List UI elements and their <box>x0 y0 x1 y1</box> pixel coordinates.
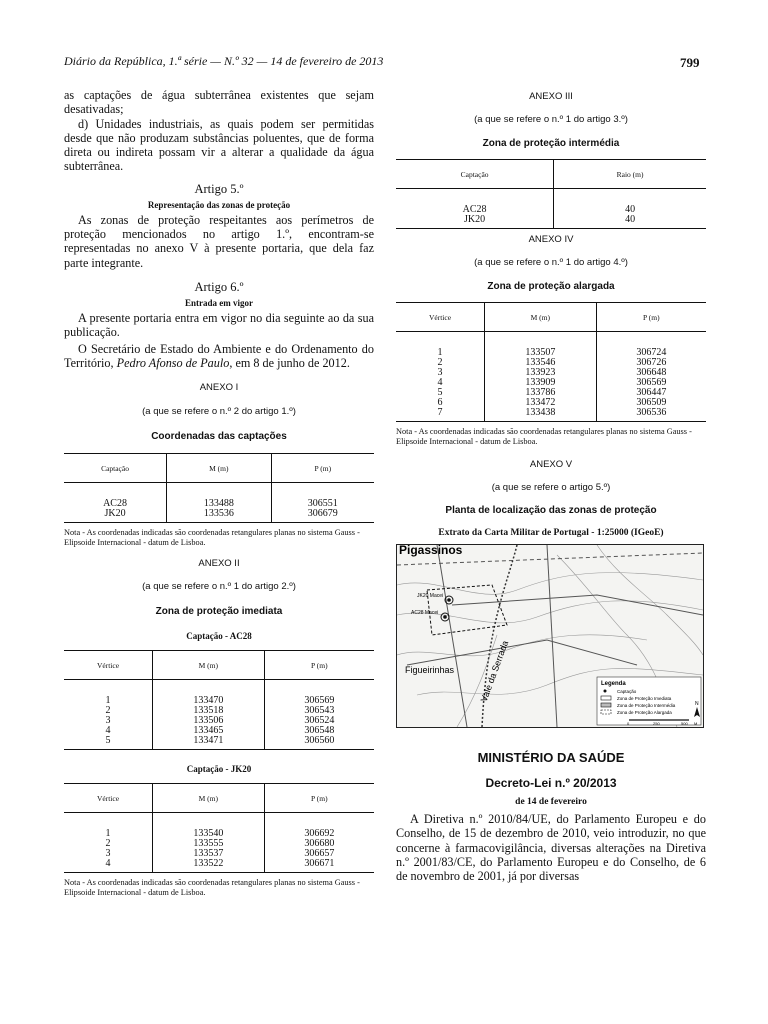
scale-label: 500 <box>681 721 688 726</box>
table-cell: 306569 <box>596 378 706 388</box>
legend-item: Zona de Proteção Imediata <box>617 696 672 701</box>
table-cell: 1 <box>105 695 111 707</box>
legend-item: Zona de Proteção Intermédia <box>617 703 676 708</box>
table-header: P (m) <box>264 784 374 813</box>
label-jk20: JK20 Macei <box>417 593 444 599</box>
table-header: M (m) <box>167 454 272 483</box>
ministry-heading: MINISTÉRIO DA SAÚDE <box>477 750 625 765</box>
table-row <box>396 332 706 359</box>
table-row <box>64 813 374 840</box>
annex-4-reference: (a que se refere o n.º 1 do artigo 4.º) <box>474 257 628 268</box>
decree-text: A Diretiva n.º 2010/84/UE, do Parlamento Europeu e do Conselho, de 15 de dezembro de 2010, veio introduzir, no que concerne à farmacovigilância, diversas alterações na Diretiva n.º 2001/83/CE, do Parlamento Europeu e do Conselho, de 6 de novembro de 2001, já por diversas <box>396 812 706 884</box>
annex-1-table <box>64 453 374 523</box>
table-header: Vértice <box>396 303 485 332</box>
table-cell: 306726 <box>596 358 706 368</box>
table-caption-jk20: Captação - JK20 <box>186 764 252 775</box>
annex-4-title: Zona de proteção alargada <box>487 281 615 292</box>
table-cell: 133536 <box>167 509 272 523</box>
label-ac28: AC28 Macei <box>411 610 439 616</box>
table-row <box>396 189 706 216</box>
table-cell: 306680 <box>264 839 374 849</box>
table-row <box>396 408 706 422</box>
table-cell: 5 <box>437 387 443 398</box>
table-cell: 3 <box>105 715 111 727</box>
coordinate-note: Nota - As coordenadas indicadas são coordenadas retangulares planas no sistema Gauss - Elipsoide Internacional - datum de Lisboa. <box>64 878 360 898</box>
table-header: M (m) <box>153 651 265 680</box>
decree-title: Decreto-Lei n.º 20/2013 <box>485 776 617 790</box>
table-caption-ac28: Captação - AC28 <box>186 631 252 642</box>
table-row <box>64 483 374 510</box>
table-cell: 40 <box>554 215 706 229</box>
right-column <box>396 88 706 883</box>
article-5-title: Artigo 5.º <box>194 181 244 196</box>
table-cell: AC28 <box>103 498 127 510</box>
table-row <box>64 509 374 523</box>
annex-5-title: Planta de localização das zonas de proteção <box>445 505 657 516</box>
table-cell: 133909 <box>485 378 597 388</box>
table-header: Captação <box>64 454 167 483</box>
annex-2-table-jk20 <box>64 783 374 873</box>
table-cell: 133923 <box>485 368 597 378</box>
left-column <box>64 88 374 898</box>
article-5-subtitle: Representação das zonas de proteção <box>147 199 291 210</box>
table-cell: JK20 <box>396 215 554 229</box>
table-cell: 133506 <box>153 716 265 726</box>
annex-3-table <box>396 159 706 229</box>
annex-5-reference: (a que se refere o artigo 5.º) <box>491 482 611 493</box>
coordinate-note: Nota - As coordenadas indicadas são coordenadas retangulares planas no sistema Gauss - Elipsoide Internacional - datum de Lisboa. <box>396 427 692 446</box>
annex-2-title: Zona de proteção imediata <box>155 606 283 618</box>
paragraph: d) Unidades industriais, as quais podem ser permitidas desde que não produzam substâncias poluentes, que de forma direta ou indireta possam vir a alterar a qualidade da água subterrânea. <box>64 116 374 174</box>
table-header: Captação <box>396 160 554 189</box>
decree-date: de 14 de fevereiro <box>515 797 587 807</box>
table-cell: 306657 <box>264 849 374 859</box>
table-cell: 306543 <box>264 706 374 716</box>
map-caption: Extrato da Carta Militar de Portugal - 1:25000 (IGeoE) <box>438 528 664 538</box>
legend-item: Zona de Proteção Alargada <box>617 710 672 715</box>
table-header: P (m) <box>271 454 374 483</box>
annex-5-heading: ANEXO V <box>529 459 573 470</box>
table-row <box>64 736 374 750</box>
table-row <box>64 859 374 873</box>
place-pigassinos: Pigassinos <box>399 545 463 557</box>
table-cell: 306671 <box>264 859 374 873</box>
table-cell: 306509 <box>596 398 706 408</box>
article-6-subtitle: Entrada em vigor <box>185 297 253 308</box>
signature-paragraph <box>64 342 374 371</box>
table-cell: 2 <box>105 705 111 717</box>
scale-label: 250 <box>653 721 660 726</box>
table-row <box>396 215 706 229</box>
table-cell: AC28 <box>462 204 487 215</box>
table-header: M (m) <box>153 784 265 813</box>
table-cell: 133465 <box>153 726 265 736</box>
table-cell: 5 <box>64 736 153 750</box>
table-cell: 1 <box>437 347 443 358</box>
article-6-title: Artigo 6.º <box>194 279 244 294</box>
table-cell: 133540 <box>153 813 265 840</box>
table-cell: 2 <box>105 838 111 850</box>
map-legend <box>597 677 701 726</box>
table-cell: 133471 <box>153 736 265 750</box>
table-header: Raio (m) <box>554 160 706 189</box>
table-cell: 133472 <box>485 398 597 408</box>
annex-1-reference: (a que se refere o n.º 2 do artigo 1.º) <box>142 406 296 418</box>
table-cell: 133438 <box>485 408 597 422</box>
annex-3-reference: (a que se refere o n.º 1 do artigo 3.º) <box>474 114 628 125</box>
annex-4-table <box>396 302 706 422</box>
table-cell: 4 <box>105 725 111 737</box>
table-cell: 133537 <box>153 849 265 859</box>
table-cell: 133507 <box>485 332 597 359</box>
location-map <box>396 544 704 728</box>
table-row <box>64 680 374 707</box>
table-cell: 6 <box>437 397 443 408</box>
legend-title: Legenda <box>601 681 626 687</box>
table-cell: 133555 <box>153 839 265 849</box>
table-cell: 7 <box>396 408 485 422</box>
table-header: P (m) <box>596 303 706 332</box>
table-header: P (m) <box>264 651 374 680</box>
table-header: Vértice <box>64 784 153 813</box>
table-cell: 133546 <box>485 358 597 368</box>
annex-3-heading: ANEXO III <box>529 91 573 102</box>
table-cell: 306648 <box>596 368 706 378</box>
table-header: Vértice <box>64 651 153 680</box>
article-6-text: A presente portaria entra em vigor no dia seguinte ao da sua publicação. <box>64 310 374 340</box>
table-cell: 306560 <box>264 736 374 750</box>
table-cell: 133470 <box>153 680 265 707</box>
coordinate-note: Nota - As coordenadas indicadas são coordenadas retangulares planas no sistema Gauss - Elipsoide Internacional - datum de Lisboa. <box>64 528 360 548</box>
table-cell: 4 <box>64 859 153 873</box>
annex-4-heading: ANEXO IV <box>528 234 574 245</box>
place-figueirinhas: Figueirinhas <box>405 665 455 675</box>
table-cell: 3 <box>105 848 111 860</box>
table-cell: 306524 <box>264 716 374 726</box>
captacao-ac-marker <box>447 598 451 602</box>
captacao-jk-marker <box>443 615 447 619</box>
legend-item: Captação <box>617 689 637 694</box>
annex-2-table-ac28 <box>64 650 374 750</box>
table-cell: JK20 <box>64 509 167 523</box>
article-5-text: As zonas de proteção respeitantes aos perímetros de proteção mencionados no artigo 1.º, encontram-se representadas no anexo V à presente portaria, que dela faz parte integrante. <box>64 212 374 270</box>
map-drawing <box>397 545 703 727</box>
table-cell: 133488 <box>167 483 272 510</box>
signatory-name: Pedro Afonso de Paulo <box>116 355 230 370</box>
table-cell: 306692 <box>264 813 374 840</box>
table-cell: 133518 <box>153 706 265 716</box>
table-cell: 306447 <box>596 388 706 398</box>
scale-label: 0 <box>627 721 630 726</box>
table-cell: 1 <box>105 828 111 840</box>
table-cell: 133522 <box>153 859 265 873</box>
table-cell: 40 <box>554 189 706 216</box>
table-cell: 306679 <box>271 509 374 523</box>
scale-label: M <box>694 721 698 726</box>
annex-3-title: Zona de proteção intermédia <box>482 138 620 149</box>
table-cell: 4 <box>437 377 443 388</box>
table-cell: 306724 <box>596 332 706 359</box>
table-cell: 2 <box>437 357 443 368</box>
page-number: 799 <box>680 55 700 70</box>
signature-date: , em 8 de junho de 2012. <box>229 355 350 370</box>
signature-text: O Secretário de Estado do Ambiente e do Ordenamento do Território, <box>64 341 374 370</box>
annex-1-title: Coordenadas das captações <box>151 431 287 443</box>
paragraph: as captações de água subterrânea existentes que sejam desativadas; <box>64 88 374 117</box>
table-cell: 306548 <box>264 726 374 736</box>
table-cell: 133786 <box>485 388 597 398</box>
table-header: M (m) <box>485 303 597 332</box>
annex-2-reference: (a que se refere o n.º 1 do artigo 2.º) <box>142 581 296 593</box>
journal-header: Diário da República, 1.ª série — N.º 32 — 14 de fevereiro de 2013 <box>64 54 384 68</box>
valley-label: Vale da Serrada <box>478 639 511 704</box>
table-cell: 306569 <box>264 680 374 707</box>
table-cell: 306551 <box>271 483 374 510</box>
north-label: N <box>695 701 699 707</box>
table-cell: 3 <box>437 367 443 378</box>
annex-2-heading: ANEXO II <box>198 558 240 570</box>
table-cell: 306536 <box>596 408 706 422</box>
annex-1-heading: ANEXO I <box>199 382 239 394</box>
